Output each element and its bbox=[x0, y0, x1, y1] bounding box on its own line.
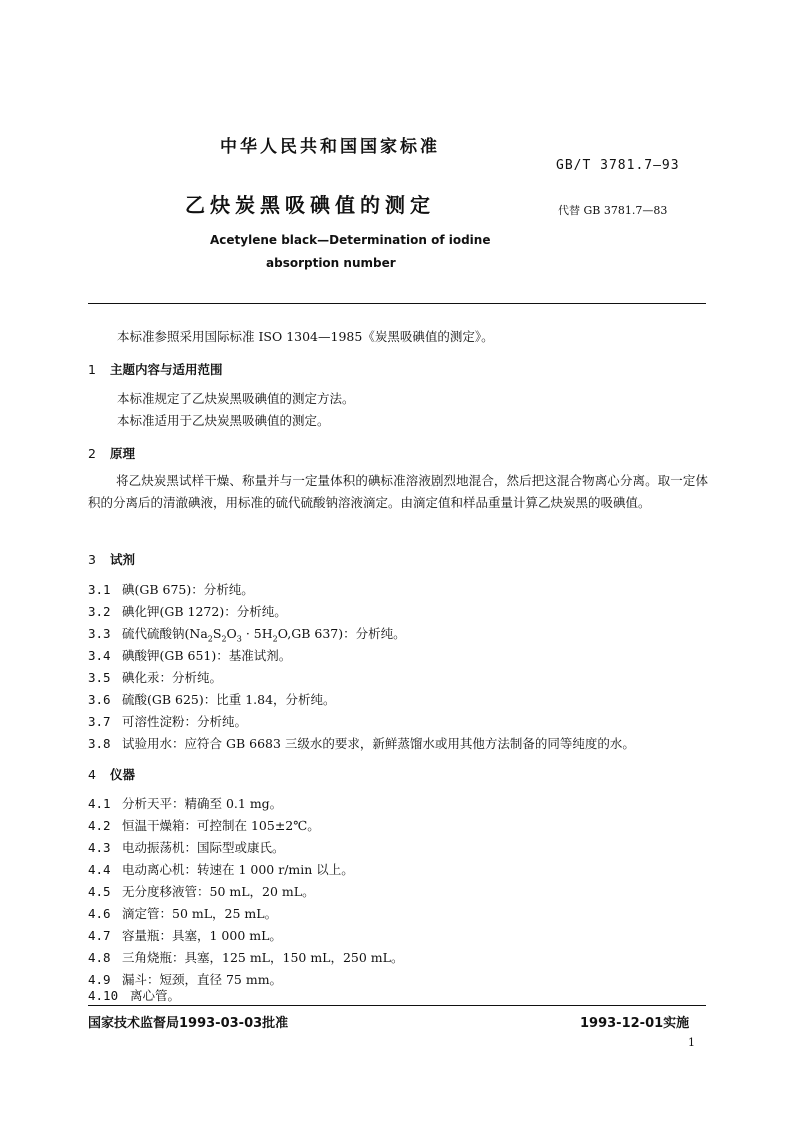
section-title: 主题内容与适用范围 bbox=[110, 362, 223, 377]
item-text: 可溶性淀粉：分析纯。 bbox=[122, 714, 248, 729]
list-item bbox=[88, 838, 285, 856]
item-number: 4.8 bbox=[88, 950, 111, 965]
effective-date: 1993-12-01实施 bbox=[580, 1016, 690, 1031]
item-number: 3.7 bbox=[88, 714, 111, 729]
item-text: 电动振荡机：国际型或康氏。 bbox=[122, 840, 285, 855]
item-number: 4.1 bbox=[88, 796, 111, 811]
document-title: 乙炔炭黑吸碘值的测定 bbox=[185, 193, 435, 217]
item-number: 4.3 bbox=[88, 840, 111, 855]
section-number: 4 bbox=[88, 767, 96, 782]
list-item bbox=[88, 816, 320, 834]
item-number: 4.6 bbox=[88, 906, 111, 921]
replaces-standard: 代替 GB 3781.7—83 bbox=[558, 204, 668, 217]
item-text: 三角烧瓶：具塞，125 mL，150 mL，250 mL。 bbox=[122, 950, 404, 965]
section-number: 1 bbox=[88, 362, 96, 377]
item-number: 3.8 bbox=[88, 736, 111, 751]
section-1-paragraph-2: 本标准适用于乙炔炭黑吸碘值的测定。 bbox=[117, 413, 330, 428]
item-text: 恒温干燥箱：可控制在 105±2℃。 bbox=[122, 818, 320, 833]
item-text: 无分度移液管：50 mL，20 mL。 bbox=[122, 884, 315, 899]
list-item bbox=[88, 690, 336, 708]
item-number: 4.7 bbox=[88, 928, 111, 943]
section-1-heading bbox=[88, 360, 223, 378]
item-text: 试验用水：应符合 GB 6683 三级水的要求，新鲜蒸馏水或用其他方法制备的同等纯度的水。 bbox=[122, 736, 635, 751]
item-number: 4.9 bbox=[88, 972, 111, 987]
list-item bbox=[88, 602, 287, 620]
item-text: 电动离心机：转速在 1 000 r/min 以上。 bbox=[122, 862, 354, 877]
item-number: 3.1 bbox=[88, 582, 111, 597]
list-item bbox=[88, 580, 254, 598]
issuing-organization: 中华人民共和国国家标准 bbox=[220, 137, 440, 157]
list-item bbox=[88, 948, 403, 966]
section-2-heading bbox=[88, 444, 135, 462]
item-number: 3.4 bbox=[88, 648, 111, 663]
section-number: 2 bbox=[88, 446, 96, 461]
item-text: 碘化汞：分析纯。 bbox=[122, 670, 223, 685]
english-title-line-2: absorption number bbox=[266, 256, 396, 270]
item-text: 容量瓶：具塞，1 000 mL。 bbox=[122, 928, 282, 943]
section-title: 仪器 bbox=[110, 767, 136, 782]
item-number: 4.4 bbox=[88, 862, 111, 877]
list-item bbox=[88, 646, 291, 664]
approval-date: 国家技术监督局1993-03-03批准 bbox=[88, 1016, 289, 1031]
item-text: 分析天平：精确至 0.1 mg。 bbox=[122, 796, 283, 811]
item-text: 碘化钾(GB 1272)：分析纯。 bbox=[122, 604, 287, 619]
header-divider bbox=[88, 303, 706, 304]
section-number: 3 bbox=[88, 552, 96, 567]
item-number: 3.3 bbox=[88, 626, 111, 641]
section-1-paragraph-1: 本标准规定了乙炔炭黑吸碘值的测定方法。 bbox=[117, 391, 355, 406]
list-item bbox=[88, 860, 354, 878]
list-item bbox=[88, 734, 635, 752]
page-number: 1 bbox=[688, 1036, 695, 1049]
item-number: 4.2 bbox=[88, 818, 111, 833]
section-title: 试剂 bbox=[110, 552, 136, 567]
list-item bbox=[88, 986, 180, 1004]
section-3-heading bbox=[88, 550, 135, 568]
item-text: 漏斗：短颈，直径 75 mm。 bbox=[122, 972, 283, 987]
item-text: 碘(GB 675)：分析纯。 bbox=[122, 582, 254, 597]
standard-number: GB/T 3781.7—93 bbox=[556, 158, 680, 173]
english-title-line-1: Acetylene black—Determination of iodine bbox=[210, 233, 491, 247]
item-text: 碘酸钾(GB 651)：基准试剂。 bbox=[122, 648, 292, 663]
footer-divider bbox=[88, 1005, 706, 1006]
item-number: 4.10 bbox=[88, 988, 119, 1003]
section-4-heading bbox=[88, 765, 135, 783]
list-item bbox=[88, 668, 222, 686]
item-text: 硫酸(GB 625)：比重 1.84，分析纯。 bbox=[122, 692, 336, 707]
list-item bbox=[88, 624, 406, 644]
intro-paragraph: 本标准参照采用国际标准 ISO 1304—1985《炭黑吸碘值的测定》。 bbox=[117, 329, 494, 344]
list-item bbox=[88, 904, 277, 922]
item-number: 3.6 bbox=[88, 692, 111, 707]
item-number: 3.2 bbox=[88, 604, 111, 619]
list-item bbox=[88, 926, 282, 944]
item-text: 硫代硫酸钠($Na_2S_2O_3 \cdot 5H_2O,GB$ 637)：分析纯。 bbox=[122, 626, 406, 644]
item-text: 滴定管：50 mL，25 mL。 bbox=[122, 906, 278, 921]
item-text: 离心管。 bbox=[130, 988, 181, 1003]
item-number: 4.5 bbox=[88, 884, 111, 899]
section-2-body: 将乙炔炭黑试样干燥、称量并与一定量体积的碘标准溶液剧烈地混合，然后把这混合物离心分离。取一定体积的分离后的清澈碘液，用标准的硫代硫酸钠溶液滴定。由滴定值和样品重量计算乙炔炭黑的吸碘值。 bbox=[88, 473, 708, 510]
item-number: 3.5 bbox=[88, 670, 111, 685]
list-item bbox=[88, 712, 247, 730]
section-title: 原理 bbox=[110, 446, 136, 461]
list-item bbox=[88, 882, 315, 900]
list-item bbox=[88, 794, 282, 812]
